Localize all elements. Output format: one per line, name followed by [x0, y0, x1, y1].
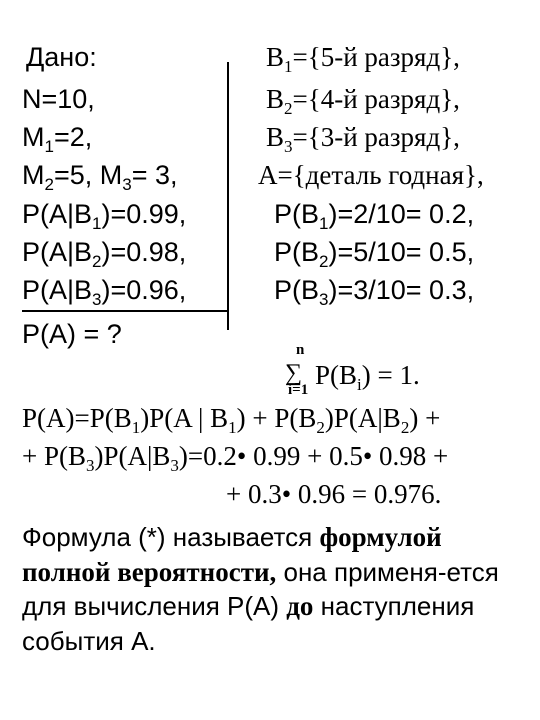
given-label: Дано: [26, 42, 97, 72]
explanation-paragraph: Формула (*) называется формулой полной вероятности, она применя-ется для вычисления P(A) до наступления события A. [22, 522, 499, 656]
formula-line-3: + 0.3• 0.96 = 0.976. [226, 479, 442, 509]
prob-b3: $P(B_3)=3/10= 0.3$, [274, 275, 475, 309]
question: P(A) = ? [22, 319, 122, 349]
given-p-a-b2: $P(A|B_2)=0.98$, [22, 237, 187, 271]
given-m1: $M_1=2$, [22, 122, 93, 156]
formula-line-2: + $P(B_3)P(A|B_3)=0.2•$ 0.99 + 0.5• 0.98 + [22, 441, 449, 475]
sigma-icon: ∑ [285, 360, 303, 386]
given-p-a-b1: $P(A|B_1)=0.99$, [22, 199, 187, 233]
given-m2-m3: $M_2=5$, $M_3= 3$, [22, 160, 178, 194]
given-n: N=10, [22, 84, 95, 114]
horizontal-divider [22, 310, 228, 312]
prob-b1: $P(B_1)=2/10= 0.2$, [274, 199, 475, 233]
event-b3: $B_3=\{3-й$ разряд}, [266, 122, 460, 156]
sum-upper-limit: n [296, 342, 305, 358]
sum-expression: $P(B_i) = 1$. [315, 360, 420, 394]
event-b1: $B_1=\{5-й$ разряд}, [266, 42, 460, 76]
event-a: A={деталь годная}, [258, 160, 484, 190]
sum-lower-limit: i=1 [288, 382, 309, 398]
given-p-a-b3: $P(A|B_3)=0.96$, [22, 275, 187, 309]
prob-b2: $P(B_2)=5/10= 0.5$, [274, 237, 475, 271]
formula-line-1: $P(A)=P(B_1)P(A$ | $B_1) + P(B_2)P(A|B_2)$ + [22, 403, 441, 437]
vertical-divider [227, 62, 229, 330]
event-b2: $B_2=\{4-й$ разряд}, [266, 84, 460, 118]
